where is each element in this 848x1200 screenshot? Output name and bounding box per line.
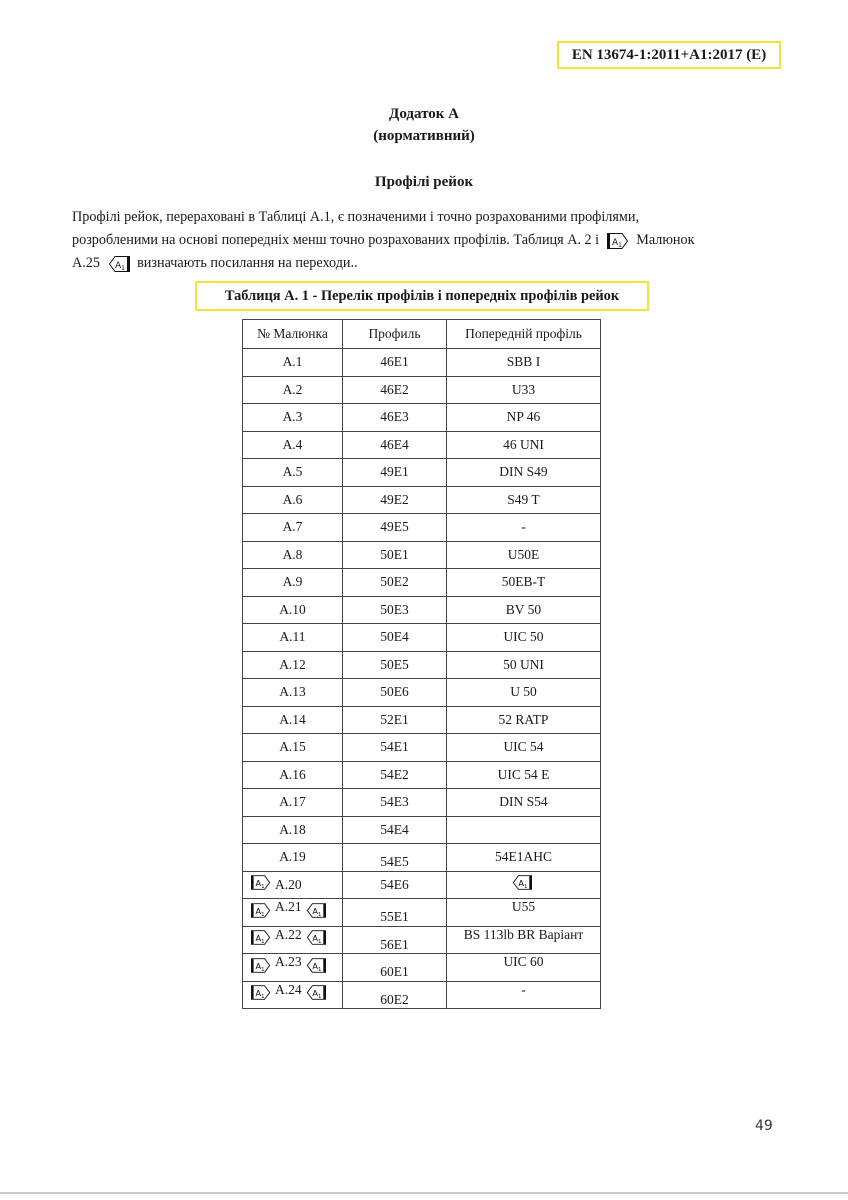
amendment-start-icon (251, 875, 271, 894)
cell-figure: A.17 (243, 789, 343, 817)
table-row (243, 486, 601, 514)
cell-previous: - (447, 514, 601, 542)
svg-text:A1: $A_1$ (311, 933, 322, 946)
amendment-start-icon (251, 930, 271, 949)
cell-previous: UIC 50 (447, 624, 601, 652)
cell-previous: UIC 54 E (447, 761, 601, 789)
cell-previous: UIC 60 (447, 954, 601, 982)
table-row (243, 871, 601, 899)
cell-profile: 49E1 (343, 459, 447, 487)
amendment-end-icon (512, 875, 532, 894)
cell-profile: 54E1 (343, 734, 447, 762)
cell-previous: DIN S49 (447, 459, 601, 487)
cell-previous (447, 871, 601, 899)
cell-previous: DIN S54 (447, 789, 601, 817)
intro-line-2: розробленими на основі попередніх менш точно розрахованих профілів. Таблиця A. 2 і $A_1$ Малюнок (72, 232, 695, 250)
table-row (243, 349, 601, 377)
cell-previous: - (447, 981, 601, 1009)
cell-figure: A.10 (243, 596, 343, 624)
cell-figure: A.18 (243, 816, 343, 844)
amendment-end-icon (108, 256, 130, 271)
cell-profile: 46E1 (343, 349, 447, 377)
table-row (243, 706, 601, 734)
cell-figure: A.19 (243, 844, 343, 872)
cell-previous (447, 816, 601, 844)
cell-profile: 54E2 (343, 761, 447, 789)
amendment-end-icon (306, 985, 326, 1004)
cell-profile: 50E5 (343, 651, 447, 679)
cell-profile: 50E1 (343, 541, 447, 569)
cell-figure: A.8 (243, 541, 343, 569)
amendment-start-icon (251, 985, 271, 1004)
intro-paragraph (72, 206, 792, 275)
cell-profile: 46E2 (343, 376, 447, 404)
table-row (243, 624, 601, 652)
cell-profile: 50E3 (343, 596, 447, 624)
profiles-table (242, 319, 601, 1009)
table-row (243, 404, 601, 432)
table-row (243, 816, 601, 844)
cell-figure: A.4 (243, 431, 343, 459)
table-row (243, 651, 601, 679)
svg-text:A1: $A_1$ (255, 988, 265, 1001)
cell-figure: A.6 (243, 486, 343, 514)
svg-text:A1: $A_1$ (114, 261, 125, 273)
intro-line-3: A.25 $A_1$ визначають посилання на переходи.. (72, 255, 358, 273)
cell-previous: BS 113lb BR Варіант (447, 926, 601, 954)
table-row (243, 541, 601, 569)
table-row (243, 761, 601, 789)
table-row (243, 459, 601, 487)
cell-profile: 49E2 (343, 486, 447, 514)
cell-previous: 50EB-T (447, 569, 601, 597)
amendment-start-icon (251, 958, 271, 977)
cell-figure: $A_1$ A.22 $A_1$ (243, 926, 343, 954)
table-row (243, 926, 601, 954)
intro-line-1: Профілі рейок, перераховані в Таблиці A.1, є позначеними і точно розрахованими профілями, (72, 209, 640, 225)
cell-figure: A.3 (243, 404, 343, 432)
annex-subtitle: (нормативний) (373, 128, 475, 144)
annex-title: Додаток A (389, 106, 459, 122)
section-heading: Профілі рейок (374, 174, 474, 190)
cell-profile: 54E4 (343, 816, 447, 844)
cell-profile: 56E1 (343, 926, 447, 954)
cell-figure: A.15 (243, 734, 343, 762)
table-header-row (243, 320, 601, 349)
page-number: 49 (755, 1118, 773, 1134)
cell-figure: A.16 (243, 761, 343, 789)
amendment-start-icon (607, 233, 629, 248)
header-previous-profile: Попередній профіль (447, 320, 601, 349)
cell-previous: BV 50 (447, 596, 601, 624)
table-row (243, 789, 601, 817)
amendment-end-icon (306, 903, 326, 922)
cell-profile: 60E1 (343, 954, 447, 982)
svg-text:A1: $A_1$ (255, 905, 265, 918)
table-row (243, 734, 601, 762)
standard-id: EN 13674-1:2011+A1:2017 (E) (571, 47, 767, 63)
table-row (243, 431, 601, 459)
cell-previous: 50 UNI (447, 651, 601, 679)
table-row (243, 844, 601, 872)
cell-profile: 54E3 (343, 789, 447, 817)
amendment-start-icon (251, 903, 271, 922)
cell-profile: 54E6 (343, 871, 447, 899)
cell-previous: U50E (447, 541, 601, 569)
svg-text:A1: $A_1$ (311, 905, 322, 918)
cell-previous: U 50 (447, 679, 601, 707)
cell-previous: NP 46 (447, 404, 601, 432)
cell-figure: $A_1$ A.23 $A_1$ (243, 954, 343, 982)
svg-text:A1: $A_1$ (255, 933, 265, 946)
cell-figure: A.5 (243, 459, 343, 487)
svg-text:A1: $A_1$ (255, 878, 265, 891)
cell-profile: 52E1 (343, 706, 447, 734)
cell-figure: A.13 (243, 679, 343, 707)
table-caption: Таблиця A. 1 - Перелік профілів і попередніх профілів рейок (195, 281, 649, 311)
cell-figure: $A_1$ A.24 $A_1$ (243, 981, 343, 1009)
cell-previous: U33 (447, 376, 601, 404)
cell-previous: 52 RATP (447, 706, 601, 734)
cell-previous: 46 UNI (447, 431, 601, 459)
cell-profile: 50E2 (343, 569, 447, 597)
svg-text:A1: $A_1$ (311, 960, 322, 973)
cell-previous: 54E1AHC (447, 844, 601, 872)
amendment-end-icon (306, 930, 326, 949)
table-row (243, 899, 601, 927)
cell-previous: UIC 54 (447, 734, 601, 762)
header-profile: Профиль (343, 320, 447, 349)
cell-previous: U55 (447, 899, 601, 927)
table-row (243, 981, 601, 1009)
amendment-end-icon (306, 958, 326, 977)
cell-profile: 49E5 (343, 514, 447, 542)
cell-figure: A.9 (243, 569, 343, 597)
standard-id-box (557, 41, 781, 69)
cell-profile: 54E5 (343, 844, 447, 872)
cell-profile: 46E4 (343, 431, 447, 459)
table-row (243, 514, 601, 542)
cell-previous: SBB I (447, 349, 601, 377)
cell-profile: 46E3 (343, 404, 447, 432)
table-row (243, 596, 601, 624)
table-row (243, 954, 601, 982)
page-bottom-edge (0, 1192, 848, 1194)
table-row (243, 679, 601, 707)
cell-figure: A.2 (243, 376, 343, 404)
svg-text:A1: $A_1$ (255, 960, 265, 973)
cell-figure: $A_1$ A.20 (243, 871, 343, 899)
table-row (243, 376, 601, 404)
table-row (243, 569, 601, 597)
svg-text:A1: $A_1$ (311, 988, 322, 1001)
cell-figure: A.1 (243, 349, 343, 377)
svg-text:A1: $A_1$ (611, 238, 622, 250)
cell-figure: A.7 (243, 514, 343, 542)
cell-profile: 50E6 (343, 679, 447, 707)
cell-profile: 50E4 (343, 624, 447, 652)
cell-profile: 60E2 (343, 981, 447, 1009)
cell-figure: $A_1$ A.21 $A_1$ (243, 899, 343, 927)
cell-profile: 55E1 (343, 899, 447, 927)
cell-figure: A.12 (243, 651, 343, 679)
header-figure-number: № Малюнка (243, 320, 343, 349)
cell-figure: A.11 (243, 624, 343, 652)
svg-text:A1: $A_1$ (517, 878, 527, 891)
cell-previous: S49 T (447, 486, 601, 514)
cell-figure: A.14 (243, 706, 343, 734)
